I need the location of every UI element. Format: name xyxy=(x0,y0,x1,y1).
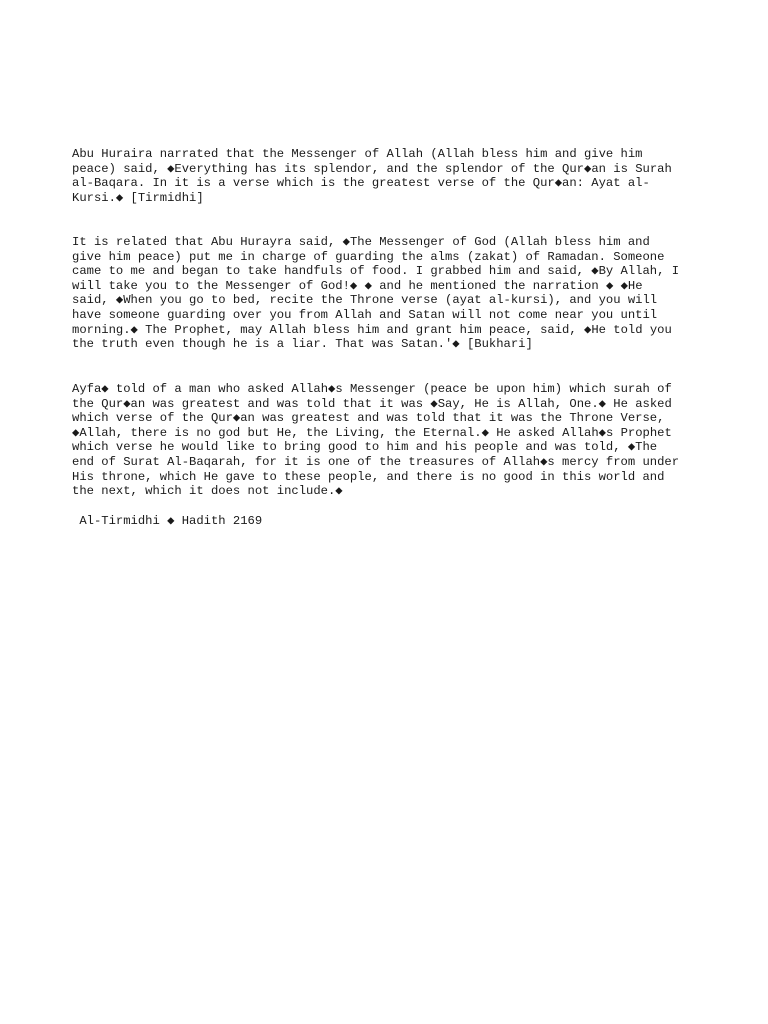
text-line: peace) said, ◆Everything has its splendor, and the splendor of the Qur◆an is Surah xyxy=(72,161,672,176)
text-line: ◆Allah, there is no god but He, the Living, the Eternal.◆ He asked Allah◆s Prophet xyxy=(72,425,672,440)
text-line: morning.◆ The Prophet, may Allah bless him and grant him peace, said, ◆He told you xyxy=(72,322,672,337)
text-line: the next, which it does not include.◆ xyxy=(72,484,343,499)
text-line: give him peace) put me in charge of guarding the alms (zakat) of Ramadan. Someone xyxy=(72,249,665,264)
text-line: have someone guarding over you from Allah and Satan will not come near you until xyxy=(72,307,658,322)
text-line: the Qur◆an was greatest and was told that it was ◆Say, He is Allah, One.◆ He asked xyxy=(72,396,672,411)
text-line: It is related that Abu Hurayra said, ◆The Messenger of God (Allah bless him and xyxy=(72,235,650,249)
text-line: came to me and began to take handfuls of food. I grabbed him and said, ◆By Allah, I xyxy=(72,264,680,279)
hadith-source-citation xyxy=(72,514,712,529)
text-line: Ayfa◆ told of a man who asked Allah◆s Messenger (peace be upon him) which surah of xyxy=(72,382,672,396)
text-line: which verse he would like to bring good to him and his people and was told, ◆The xyxy=(72,440,658,455)
text-line: said, ◆When you go to bed, recite the Throne verse (ayat al-kursi), and you will xyxy=(72,293,658,308)
text-line: Abu Huraira narrated that the Messenger of Allah (Allah bless him and give him xyxy=(72,147,643,161)
source-line: Al-Tirmidhi ◆ Hadith 2169 xyxy=(72,514,263,528)
paragraph-bukhari-zakat xyxy=(72,235,712,352)
text-line: al-Baqara. In it is a verse which is the greatest verse of the Qur◆an: Ayat al- xyxy=(72,176,650,191)
paragraph-throne-verse xyxy=(72,382,712,499)
text-line: end of Surat Al-Baqarah, for it is one of the treasures of Allah◆s mercy from under xyxy=(72,454,680,469)
text-line: will take you to the Messenger of God!◆ ◆ and he mentioned the narration ◆ ◆He xyxy=(72,278,643,293)
text-line: Kursi.◆ [Tirmidhi] xyxy=(72,190,204,205)
text-line: His throne, which He gave to these people, and there is no good in this world and xyxy=(72,469,665,484)
text-line: the truth even though he is a liar. That was Satan.'◆ [Bukhari] xyxy=(72,337,533,352)
paragraph-tirmidhi-splendor xyxy=(72,147,712,205)
text-line: which verse of the Qur◆an was greatest and was told that it was the Throne Verse, xyxy=(72,411,665,426)
